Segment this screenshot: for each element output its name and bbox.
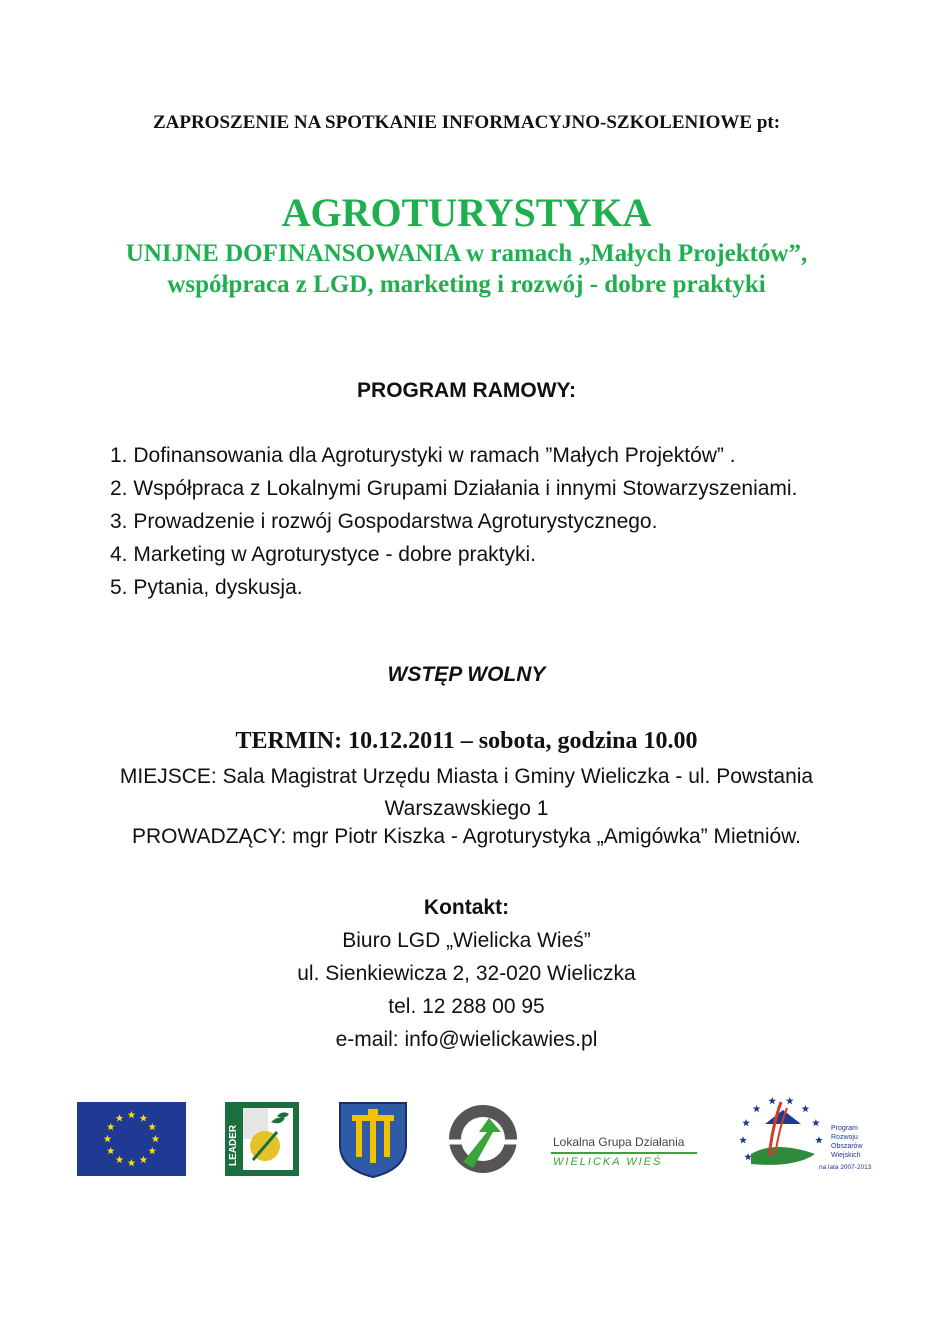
program-item-1: 1. Dofinansowania dla Agroturystyki w ramach ”Małych Projektów” . [110,444,736,467]
leader-logo-text: LEADER [228,1124,239,1166]
prow-logo-star-8 [812,1119,820,1126]
event-host: PROWADZĄCY: mgr Piotr Kiszka - Agroturystyka „Amigówka” Mietniów. [131,825,802,848]
event-location [0,761,933,825]
program-list [110,439,797,604]
lgd-logo-line-1: Lokalna Grupa Działania [553,1135,685,1149]
event-location-line-1: MIEJSCE: Sala Magistrat Urzędu Miasta i Gminy Wieliczka - ul. Powstania [119,765,814,788]
prow-logo-word-2: Rozwoju [831,1134,858,1141]
contact-email[interactable]: e-mail: info@wielickawies.pl [335,1028,598,1051]
contact-block [0,891,933,1056]
event-title: AGROTURYSTYKA [281,190,652,235]
program-item-5: 5. Pytania, dyskusja. [110,576,303,599]
prow-logo-star-6 [786,1097,794,1104]
event-subtitle-line-1: UNIJNE DOFINANSOWANIA w ramach „Małych Projektów”, [125,240,808,267]
prow-logo-star-2 [739,1136,747,1143]
prow-logo-word-4: Wiejskich [831,1152,861,1159]
prow-logo-star-5 [768,1097,776,1104]
invitation-heading: ZAPROSZENIE NA SPOTKANIE INFORMACYJNO-SZKOLENIOWE pt: [152,112,781,133]
event-subtitle-line-2: współpraca z LGD, marketing i rozwój - dobre praktyki [167,271,766,298]
lgd-logo-line-2: WIELICKA WIEŚ [553,1156,663,1168]
program-item-4: 4. Marketing w Agroturystyce - dobre praktyki. [110,543,536,566]
wieliczka-coat-of-arms-icon [338,1101,408,1179]
prow-logo-word-1: Program [831,1125,858,1132]
contact-heading: Kontakt: [423,896,510,919]
event-location-line-2: Warszawskiego 1 [384,797,549,820]
free-entry-note: WSTĘP WOLNY [387,663,546,686]
contact-office: Biuro LGD „Wielicka Wieś” [342,929,591,952]
prow-logo-icon [735,1094,872,1180]
program-item-3: 3. Prowadzenie i rozwój Gospodarstwa Agroturystycznego. [110,510,658,533]
prow-logo-star-9 [815,1136,823,1143]
program-heading: PROGRAM RAMOWY: [357,379,576,402]
program-item-2: 2. Współpraca z Lokalnymi Grupami Działania i innymi Stowarzyszeniami. [110,477,798,500]
leader-logo-icon [225,1102,299,1176]
contact-address: ul. Sienkiewicza 2, 32-020 Wieliczka [297,962,636,985]
contact-phone: tel. 12 288 00 95 [388,995,545,1018]
prow-logo-star-1 [744,1153,752,1160]
prow-logo-word-3: Obszarów [831,1143,863,1150]
prow-logo-star-7 [802,1105,810,1112]
eu-flag-icon [77,1102,186,1176]
event-date: TERMIN: 10.12.2011 – sobota, godzina 10.00 [235,728,698,754]
prow-logo-star-4 [753,1105,761,1112]
event-subtitle [0,238,933,300]
prow-logo-years: na lata 2007-2013 [819,1164,872,1171]
prow-logo-star-3 [742,1119,750,1126]
lgd-wielicka-wies-logo-icon [445,1102,700,1176]
